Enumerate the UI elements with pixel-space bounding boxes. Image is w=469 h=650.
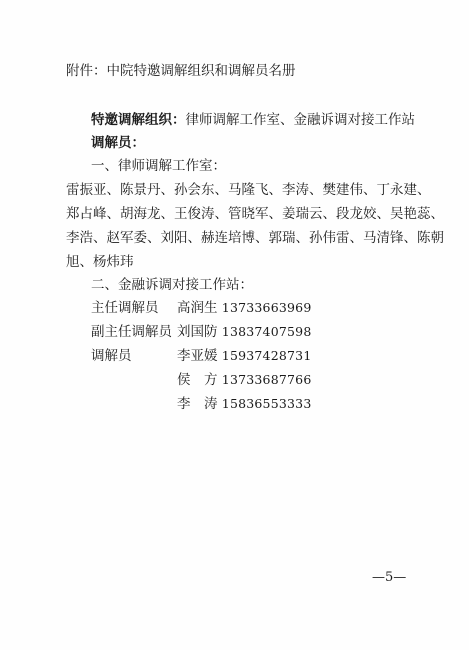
section2-title: 二、金融诉调对接工作站： (91, 277, 253, 293)
mediator-phone: 15836553333 (221, 396, 312, 411)
section1-names-line-3: 李浩、赵军委、刘阳、赫连培博、郭瑞、孙伟雷、马清锋、陈朝 (66, 230, 444, 246)
mediator-entry (177, 395, 311, 413)
mediator-phone: 13733663969 (221, 300, 312, 315)
mediator-entry (177, 371, 311, 389)
mediator-name: 高润生 (177, 300, 218, 316)
mediator-entry (177, 323, 311, 341)
mediator-name: 侯 方 (177, 372, 218, 388)
mediator-name: 刘国防 (177, 324, 218, 340)
mediator-phone: 13733687766 (221, 372, 312, 387)
section1-names-line-4: 旭、杨炜玮 (66, 254, 134, 270)
mediator-phone: 13837407598 (221, 324, 312, 339)
mediator-name: 李亚媛 (177, 348, 218, 364)
section1-names-line-2: 郑占峰、胡海龙、王俊涛、管晓军、姜瑞云、段龙姣、吴艳蕊、 (66, 206, 444, 222)
organizations-label: 特邀调解组织： (91, 112, 186, 128)
attachment-title: 附件：中院特邀调解组织和调解员名册 (66, 63, 296, 79)
organizations-names: 律师调解工作室、金融诉调对接工作站 (185, 112, 415, 128)
mediators-heading: 调解员： (91, 135, 145, 151)
mediator-entry (177, 347, 311, 365)
mediator-role: 副主任调解员 (91, 324, 172, 340)
mediator-entry (177, 299, 311, 317)
mediator-role: 调解员 (91, 348, 132, 364)
section1-title: 一、律师调解工作室： (91, 158, 226, 174)
mediator-role: 主任调解员 (91, 300, 159, 316)
organizations-line (91, 111, 415, 129)
page-number: —5— (372, 570, 407, 585)
section1-names-line-1: 雷振亚、陈景丹、孙会东、马隆飞、李涛、樊建伟、丁永建、 (66, 182, 431, 198)
mediator-phone: 15937428731 (221, 348, 312, 363)
mediator-name: 李 涛 (177, 396, 218, 412)
